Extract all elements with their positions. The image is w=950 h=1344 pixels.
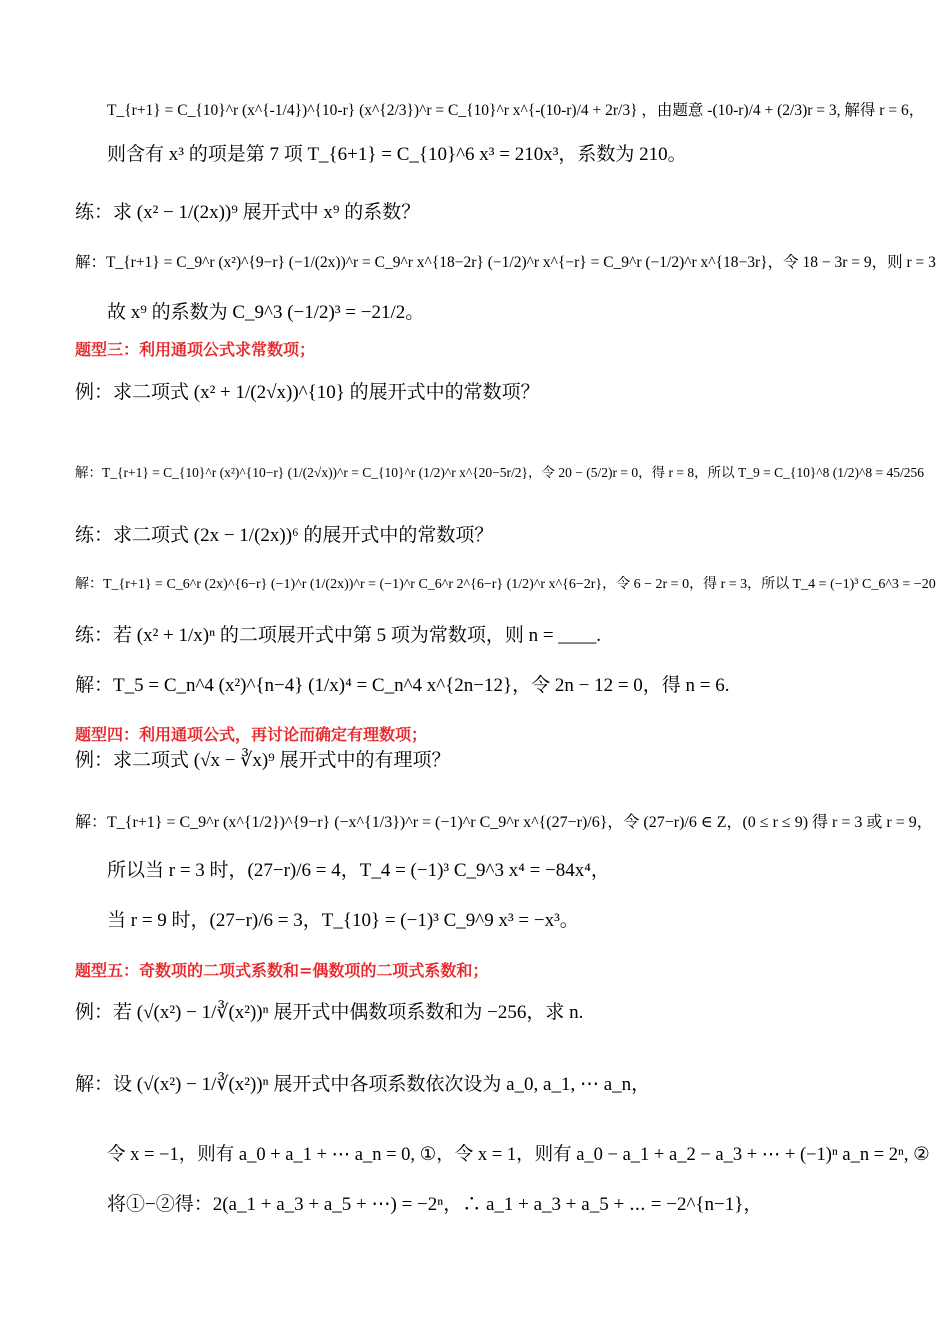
example-4-solution: 解：T_{r+1} = C_9^r (x^{1/2})^{9−r} (−x^{1/3})^r = (−1)^r C_9^r x^{(27−r)/6}，令 (27−r)/6 ∈ Z，(0 ≤ r ≤ 9) 得 r = 3 或 r = 9， (75, 814, 933, 831)
practice-3-solution: 解：T_5 = C_n^4 (x²)^{n−4} (1/x)⁴ = C_n^4 x^{2n−12}，令 2n − 12 = 0，得 n = 6. (75, 675, 730, 696)
practice-1-solution: 解：T_{r+1} = C_9^r (x²)^{9−r} (−1/(2x))^r = C_9^r x^{18−2r} (−1/2)^r x^{−r} = C_9^r (−1/2)^r x^{18−3r}，令 18 − 3r = 9，则 r = 3 (75, 254, 936, 271)
example-5: 例：若 (√(x²) − 1/∛(x²))ⁿ 展开式中偶数项系数和为 −256，求 n. (75, 1002, 584, 1023)
solution-line-1: T_{r+1} = C_{10}^r (x^{-1/4})^{10-r} (x^{2/3})^r = C_{10}^r x^{-(10-r)/4 + 2r/3} ，由题意 -(10-r)/4 + (2/3)r = 3, 解得 r = 6， (107, 102, 925, 119)
practice-2: 练：求二项式 (2x − 1/(2x))⁶ 的展开式中的常数项？ (75, 525, 494, 546)
section-heading-4: 题型四：利用通项公式，再讨论而确定有理数项； (75, 725, 428, 744)
practice-3: 练：若 (x² + 1/x)ⁿ 的二项展开式中第 5 项为常数项，则 n = ____. (75, 625, 602, 646)
example-4: 例：求二项式 (√x − ∛x)⁹ 展开式中的有理项？ (75, 750, 451, 771)
example-5-step-1: 令 x = −1，则有 a_0 + a_1 + ⋯ a_n = 0, ①，令 x = 1，则有 a_0 − a_1 + a_2 − a_3 + ⋯ + (−1)ⁿ a_n = 2ⁿ, ② (107, 1145, 930, 1165)
practice-1-result: 故 x⁹ 的系数为 C_9^3 (−1/2)³ = −21/2。 (107, 302, 425, 323)
example-4-case-1: 所以当 r = 3 时，(27−r)/6 = 4，T_4 = (−1)³ C_9^3 x⁴ = −84x⁴， (107, 860, 610, 881)
example-5-solution: 解：设 (√(x²) − 1/∛(x²))ⁿ 展开式中各项系数依次设为 a_0, a_1, ⋯ a_n， (75, 1074, 651, 1095)
section-heading-3: 题型三：利用通项公式求常数项； (75, 340, 316, 359)
example-4-case-2: 当 r = 9 时，(27−r)/6 = 3，T_{10} = (−1)³ C_9^9 x³ = −x³。 (107, 910, 579, 931)
example-5-step-2: 将①−②得：2(a_1 + a_3 + a_5 + ⋯) = −2ⁿ，∴ a_1 + a_3 + a_5 + ⋯ = −2^{n−1}， (107, 1194, 763, 1215)
example-3: 例：求二项式 (x² + 1/(2√x))^{10} 的展开式中的常数项？ (75, 382, 540, 403)
practice-1: 练：求 (x² − 1/(2x))⁹ 展开式中 x⁹ 的系数？ (75, 202, 421, 223)
practice-2-solution: 解：T_{r+1} = C_6^r (2x)^{6−r} (−1)^r (1/(2x))^r = (−1)^r C_6^r 2^{6−r} (1/2)^r x^{6−2r}，令 6 − 2r = 0，得 r = 3，所以 T_4 = (−1)³ C_6^3 = −20 (75, 577, 936, 592)
section-heading-5: 题型五：奇数项的二项式系数和=偶数项的二项式系数和； (75, 961, 489, 980)
example-3-solution: 解：T_{r+1} = C_{10}^r (x²)^{10−r} (1/(2√x))^r = C_{10}^r (1/2)^r x^{20−5r/2}，令 20 − (5/2)r = 0，得 r = 8，所以 T_9 = C_{10}^8 (1/2)^8 = 45/256 (75, 465, 924, 480)
solution-line-2: 则含有 x³ 的项是第 7 项 T_{6+1} = C_{10}^6 x³ = 210x³，系数为 210。 (107, 144, 687, 165)
